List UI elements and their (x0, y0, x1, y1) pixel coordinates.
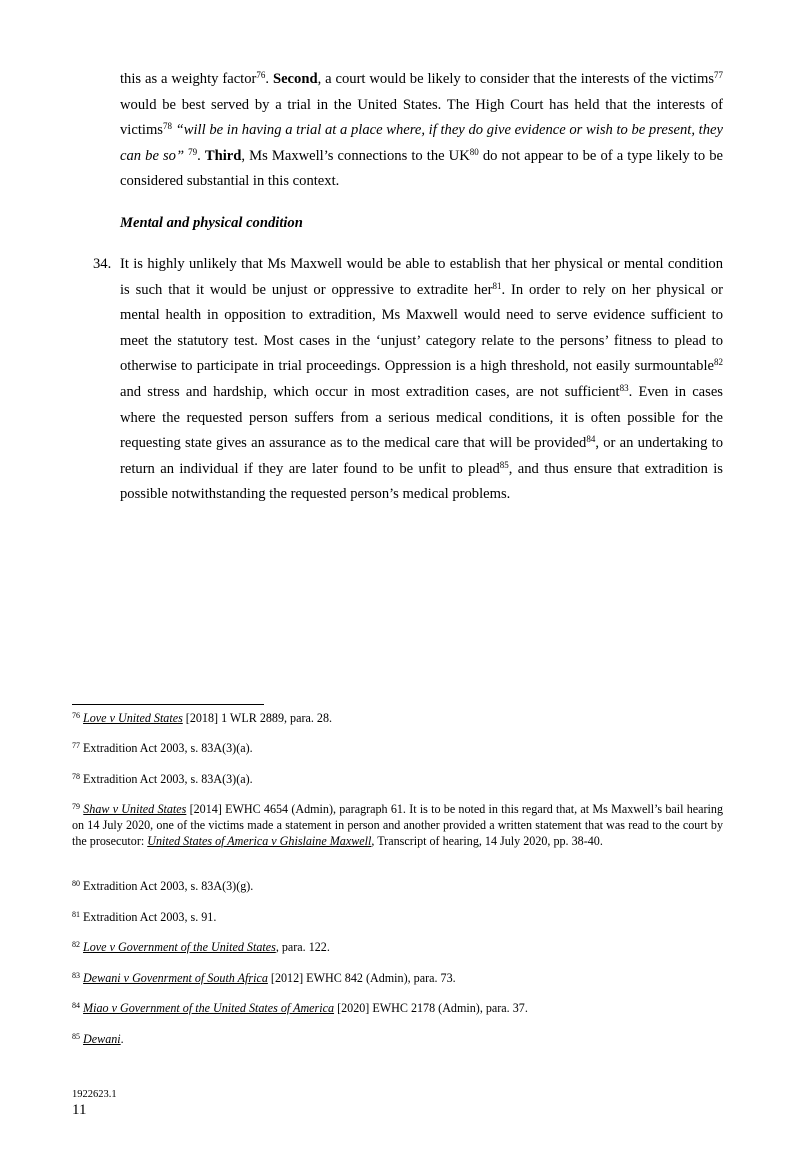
case-link[interactable]: Dewani v Govenrment of South Africa (83, 971, 268, 985)
case-link[interactable]: United States of America v Ghislaine Maxwell (147, 833, 372, 848)
footnote-number: 79 (72, 802, 80, 811)
text: . (197, 147, 205, 164)
footnote-number: 76 (72, 711, 80, 720)
text: . (120, 1032, 124, 1046)
footnote-82 (72, 940, 723, 956)
footnote-80 (72, 879, 723, 895)
text: . (265, 71, 273, 87)
text: and stress and hardship, which occur in most extradition cases, are not sufficient (120, 383, 620, 400)
text: would be best served by a trial in the United States. The High Court has held that the interests of victims (120, 96, 723, 139)
footnote-ref-81[interactable]: 81 (492, 280, 502, 291)
text: [2018] 1 WLR 2889, para. 28. (182, 711, 333, 725)
case-link[interactable]: Miao v Government of the United States of America (83, 1001, 335, 1015)
text: Extradition Act 2003, s. 83A(3)(a). (80, 741, 253, 755)
text: Extradition Act 2003, s. 83A(3)(g). (80, 879, 254, 893)
third-label: Third (204, 147, 242, 164)
footnote-number: 82 (72, 940, 80, 949)
footnote-number: 83 (72, 971, 80, 980)
footnote-ref-84[interactable]: 84 (586, 434, 596, 445)
footnote-number: 84 (72, 1001, 80, 1010)
footnote-ref-76[interactable]: 76 (256, 70, 266, 80)
footnote-81 (72, 910, 723, 926)
text: do not appear to be of a type likely to be considered substantial in this context. (120, 147, 723, 190)
text: , a court would be likely to consider that the interests of the victims (317, 71, 715, 87)
case-link[interactable]: Dewani (83, 1032, 121, 1046)
text: , Ms Maxwell’s connections to the UK (241, 147, 470, 164)
footnote-78 (72, 772, 723, 788)
document-reference: 1922623.1 (72, 1089, 117, 1100)
footnote-number: 78 (72, 772, 80, 781)
case-link[interactable]: Love v Government of the United States (83, 940, 276, 954)
footnote-ref-77[interactable]: 77 (714, 70, 724, 80)
footnote-number: 77 (72, 741, 80, 750)
footnote-separator (72, 704, 264, 705)
footnote-number: 80 (72, 879, 80, 888)
text: , Transcript of hearing, 14 July 2020, pp. 38-40. (371, 833, 603, 848)
text: [2012] EWHC 842 (Admin), para. 73. (267, 971, 456, 985)
footnote-number: 85 (72, 1032, 80, 1041)
text: , and thus ensure that extradition is possible notwithstanding the requested person’s medical problems. (120, 460, 723, 503)
footnote-83 (72, 971, 723, 987)
footnote-ref-79[interactable]: 79 (188, 146, 198, 157)
text: . In order to rely on her physical or mental health in opposition to extradition, Ms Maxwell would need to serve evidence sufficient to meet the statutory test. Most cases in the ‘unjust’ category relate to the persons’ fitness to plead to otherwise to participate in trial proceedings. Oppression is a high threshold, not easily surmountable (120, 281, 724, 375)
paragraph-number: 34. (93, 256, 112, 272)
text: . Even in cases where the requested person suffers from a serious medical conditions, it is often possible for the requesting state gives an assurance as to the medical care that will be provided (120, 383, 723, 452)
text: [2014] EWHC 4654 (Admin), paragraph 61. It is to be noted in this regard that, at Ms Maxwell’s bail hearing on 14 July 2020, one of the victims made a statement in person and another provided a written statement that was read to the court by the prosecutor: (72, 802, 724, 848)
case-link[interactable]: Shaw v United States (83, 802, 187, 816)
footnote-85 (72, 1032, 723, 1048)
footnote-ref-78[interactable]: 78 (162, 121, 172, 132)
case-link[interactable]: Love v United States (83, 711, 183, 725)
footnote-ref-80[interactable]: 80 (469, 146, 479, 157)
footnote-77 (72, 741, 723, 757)
footnote-ref-83[interactable]: 83 (619, 382, 629, 393)
footnote-ref-85[interactable]: 85 (499, 459, 509, 470)
footnote-number: 81 (72, 910, 80, 919)
text: , or an undertaking to return an individual if they are later found to be unfit to plead (120, 435, 723, 477)
paragraph-34 (120, 252, 723, 508)
section-heading: Mental and physical condition (120, 215, 303, 231)
page-number: 11 (72, 1102, 87, 1118)
footnote-79 (72, 802, 723, 849)
court-quote: “will be in having a trial at a place where, if they do give evidence or wish to be present, they can be so” (120, 122, 723, 164)
text: Extradition Act 2003, s. 83A(3)(a). (80, 772, 253, 786)
text: , para. 122. (275, 940, 330, 954)
footnote-ref-82[interactable]: 82 (714, 357, 723, 368)
text: [2020] EWHC 2178 (Admin), para. 37. (334, 1001, 528, 1015)
footnote-84 (72, 1001, 723, 1017)
text: It is highly unlikely that Ms Maxwell would be able to establish that her physical or mental condition is such that it would be unjust or oppressive to extradite her (120, 256, 723, 298)
text: Extradition Act 2003, s. 91. (80, 910, 217, 924)
text: this as a weighty factor (120, 71, 257, 87)
footnote-76 (72, 711, 723, 727)
second-label: Second (272, 71, 318, 87)
paragraph-33-continued (120, 67, 723, 195)
